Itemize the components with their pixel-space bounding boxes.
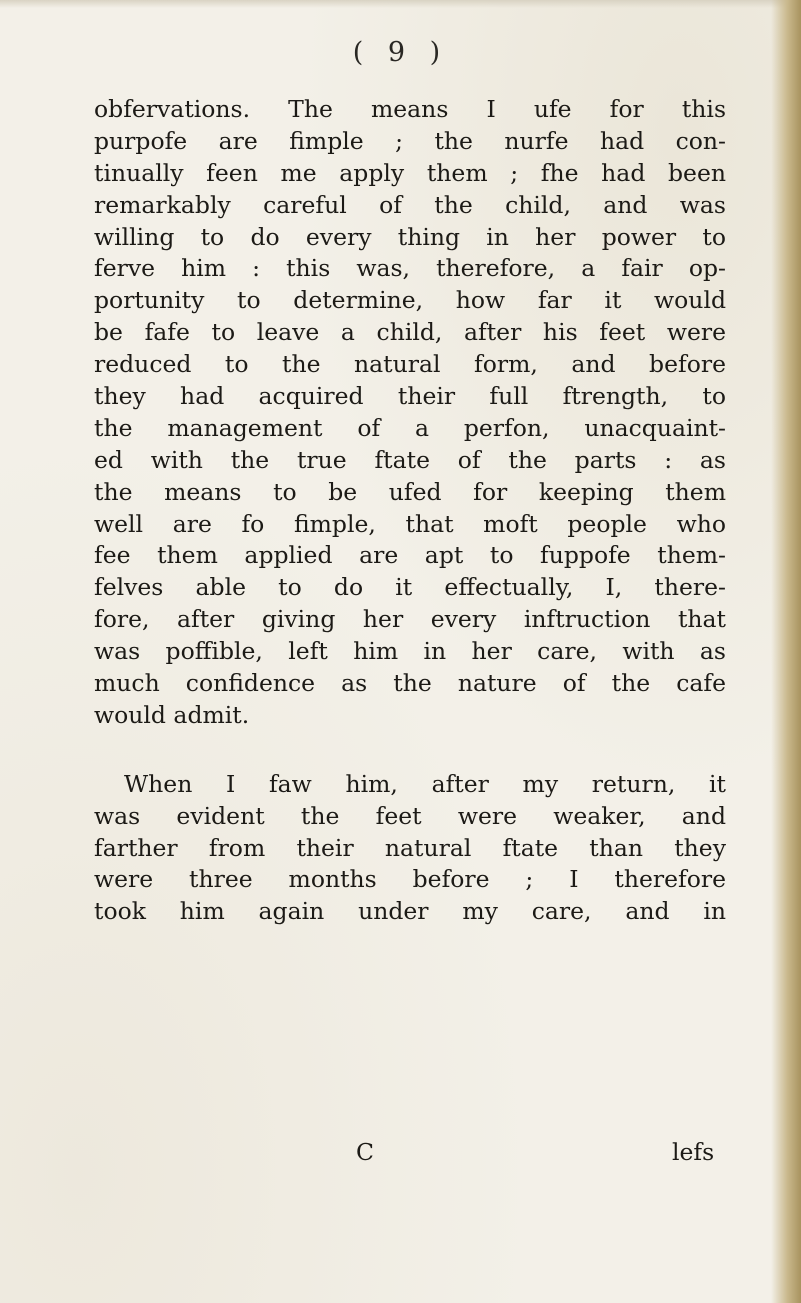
page-right-edge: [771, 0, 801, 1303]
text-line: willing to do every thing in her power to: [94, 222, 726, 251]
text-line: portunity to determine, how far it would: [94, 286, 726, 315]
text-line: tinually feen me apply them ; fhe had been: [94, 158, 726, 187]
text-line: the management of a perfon, unacquaint-: [94, 413, 726, 442]
text-line: the means to be ufed for keeping them: [94, 477, 726, 506]
text-line: purpofe are fimple ; the nurfe had con-: [94, 126, 726, 155]
text-line: remarkably careful of the child, and was: [94, 190, 726, 219]
text-line: ferve him : this was, therefore, a fair op-: [94, 254, 726, 283]
page-top-shadow: [0, 0, 801, 8]
text-line: would admit.: [94, 700, 250, 729]
text-line: were three months before ; I therefore: [94, 865, 726, 894]
text-line: ed with the true ftate of the parts : as: [94, 445, 726, 474]
paragraph-2: [94, 769, 726, 928]
text-line: much confidence as the nature of the cafe: [94, 669, 726, 698]
text-line: obfervations. The means I ufe for this: [94, 95, 726, 123]
paragraph-1: [94, 94, 726, 732]
text-line: took him again under my care, and in: [94, 897, 726, 926]
text-line: be fafe to leave a child, after his feet were: [94, 318, 726, 347]
text-line: fee them applied are apt to fuppofe them-: [94, 541, 726, 570]
catchword: lefs: [672, 1138, 715, 1166]
paragraph-gap: [94, 732, 726, 769]
text-line: reduced to the natural form, and before: [94, 350, 726, 379]
signature-mark: C: [356, 1138, 374, 1166]
text-line: felves able to do it effectually, I, there-: [94, 573, 726, 602]
text-line: was poffible, left him in her care, with as: [94, 637, 726, 666]
page-number: ( 9 ): [352, 37, 449, 68]
body-text: [94, 94, 726, 928]
text-line: well are fo fimple, that moft people who: [94, 509, 726, 538]
text-line: they had acquired their full ftrength, to: [94, 382, 726, 411]
text-line: was evident the feet were weaker, and: [94, 801, 726, 830]
text-line: fore, after giving her every inftruction that: [94, 605, 726, 634]
text-line: farther from their natural ftate than they: [94, 833, 726, 862]
text-line: When I faw him, after my return, it: [124, 769, 726, 798]
